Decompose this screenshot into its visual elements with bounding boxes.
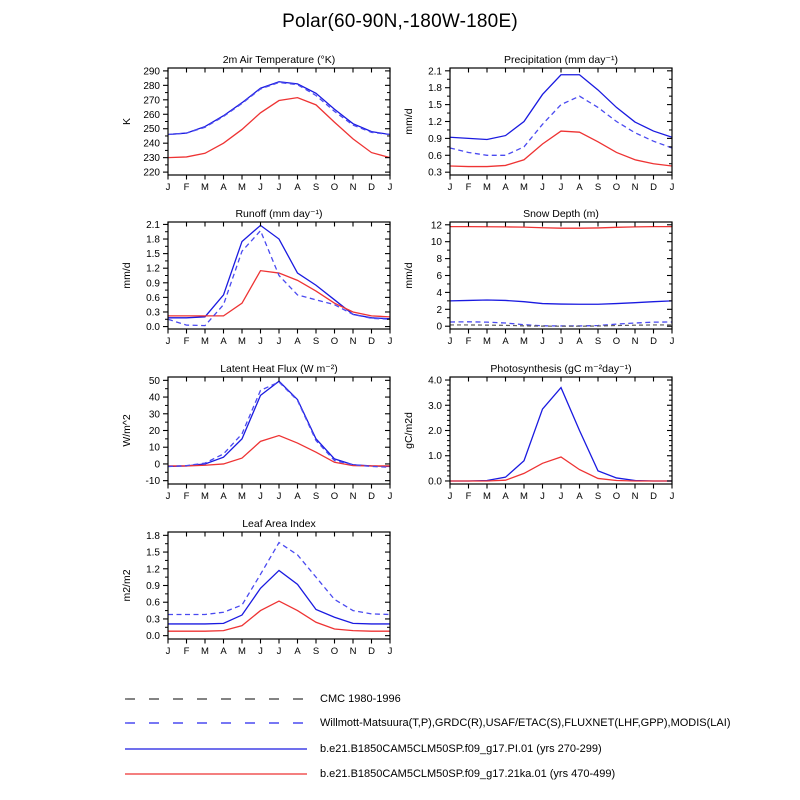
y-axis-label: mm/d bbox=[403, 108, 415, 135]
y-tick-label: 0.6 bbox=[428, 150, 442, 162]
x-tick-label: D bbox=[650, 491, 657, 502]
x-tick-label: D bbox=[368, 491, 375, 502]
series-obs-line bbox=[450, 322, 672, 326]
series-ka-line bbox=[450, 227, 672, 229]
x-tick-label: M bbox=[201, 491, 209, 502]
x-tick-label: J bbox=[447, 491, 453, 502]
x-tick-label: A bbox=[576, 336, 583, 347]
x-tick-label: M bbox=[238, 182, 246, 193]
x-tick-label: A bbox=[576, 491, 583, 502]
legend-row-observations bbox=[125, 717, 731, 729]
y-tick-label: 250 bbox=[143, 124, 160, 136]
y-axis-label: mm/d bbox=[121, 262, 133, 289]
x-tick-label: A bbox=[294, 491, 301, 502]
panel-precipitation bbox=[382, 54, 702, 206]
x-tick-label: M bbox=[483, 336, 491, 347]
series-obs-line bbox=[450, 96, 672, 155]
y-tick-label: 0.9 bbox=[146, 278, 160, 290]
x-tick-label: J bbox=[387, 182, 393, 193]
x-tick-label: M bbox=[520, 182, 528, 193]
x-tick-label: J bbox=[669, 336, 675, 347]
y-tick-label: 1.5 bbox=[428, 100, 442, 112]
panel-runoff-chart bbox=[100, 208, 420, 360]
x-tick-label: J bbox=[558, 182, 564, 193]
x-tick-label: J bbox=[258, 491, 263, 502]
x-tick-label: A bbox=[294, 646, 301, 657]
x-tick-label: J bbox=[540, 336, 545, 347]
y-tick-label: 230 bbox=[143, 153, 160, 165]
y-tick-label: 0.0 bbox=[428, 476, 442, 488]
x-tick-label: A bbox=[294, 182, 301, 193]
x-tick-label: S bbox=[594, 491, 602, 502]
x-tick-label: D bbox=[650, 336, 657, 347]
obs-dashed-line-icon bbox=[125, 718, 307, 728]
y-tick-label: 30 bbox=[148, 409, 160, 421]
x-tick-label: S bbox=[312, 491, 320, 502]
y-tick-label: 0.3 bbox=[146, 614, 160, 626]
x-tick-label: M bbox=[201, 182, 209, 193]
x-tick-label: F bbox=[183, 182, 190, 193]
y-tick-label: 0.6 bbox=[146, 597, 160, 609]
x-tick-label: J bbox=[447, 182, 453, 193]
panel-2m-air-temperature bbox=[100, 54, 420, 206]
series-obs-line bbox=[168, 231, 390, 326]
y-tick-label: 0.9 bbox=[146, 581, 160, 592]
x-tick-label: J bbox=[558, 491, 564, 502]
y-tick-label: 220 bbox=[143, 167, 160, 179]
y-tick-label: 50 bbox=[148, 375, 160, 387]
x-tick-label: J bbox=[387, 491, 393, 502]
y-axis-label: m2/m2 bbox=[121, 569, 133, 602]
y-tick-label: 1.8 bbox=[146, 234, 160, 246]
x-tick-label: A bbox=[220, 182, 227, 193]
series-pi-line bbox=[450, 75, 672, 140]
x-tick-label: F bbox=[183, 646, 190, 657]
x-tick-label: D bbox=[650, 182, 657, 193]
x-tick-label: M bbox=[238, 336, 246, 347]
x-tick-label: J bbox=[447, 336, 453, 347]
x-tick-label: O bbox=[612, 182, 621, 193]
y-tick-label: 260 bbox=[143, 109, 160, 121]
legend-row-cmc bbox=[125, 693, 401, 705]
x-tick-label: F bbox=[465, 182, 472, 193]
x-tick-label: A bbox=[502, 182, 509, 193]
panel-title: Precipitation (mm day⁻¹) bbox=[503, 54, 619, 66]
panel-runoff bbox=[100, 208, 420, 360]
x-tick-label: J bbox=[258, 336, 263, 347]
plot-frame bbox=[450, 222, 672, 329]
y-tick-label: -10 bbox=[145, 476, 160, 488]
x-tick-label: J bbox=[276, 182, 282, 193]
y-tick-label: 1.2 bbox=[146, 564, 160, 576]
y-tick-label: 2.1 bbox=[428, 66, 442, 78]
x-tick-label: M bbox=[201, 646, 209, 657]
y-tick-label: 0 bbox=[436, 321, 442, 333]
series-pi-line bbox=[168, 225, 390, 318]
legend-label-observations: Willmott-Matsuura(T,P),GRDC(R),USAF/ETAC(S),FLUXNET(LHF,GPP),MODIS(LAI) bbox=[320, 717, 731, 729]
y-tick-label: 2.1 bbox=[146, 219, 160, 231]
x-tick-label: M bbox=[201, 336, 209, 347]
x-tick-label: J bbox=[669, 182, 675, 193]
cmc-dashed-line-icon bbox=[125, 694, 307, 704]
x-tick-label: J bbox=[540, 182, 545, 193]
x-tick-label: J bbox=[258, 646, 263, 657]
x-tick-label: J bbox=[540, 491, 545, 502]
y-tick-label: 8 bbox=[436, 254, 442, 266]
x-tick-label: J bbox=[669, 491, 675, 502]
y-tick-label: 3.0 bbox=[428, 400, 442, 412]
y-tick-label: 0.0 bbox=[146, 631, 160, 643]
y-tick-label: 20 bbox=[148, 426, 160, 437]
legend-row-pi-run bbox=[125, 743, 602, 755]
x-tick-label: O bbox=[330, 182, 339, 193]
y-tick-label: 0.0 bbox=[146, 322, 160, 334]
series-pi-line bbox=[168, 570, 390, 624]
y-tick-label: 4.0 bbox=[428, 375, 442, 387]
series-ka-line bbox=[168, 601, 390, 631]
x-tick-label: S bbox=[312, 646, 320, 657]
plot-frame bbox=[168, 377, 390, 484]
x-tick-label: S bbox=[594, 336, 602, 347]
x-tick-label: D bbox=[368, 182, 375, 193]
x-tick-label: N bbox=[631, 491, 639, 502]
x-tick-label: J bbox=[276, 336, 282, 347]
panel-leaf-area-index-chart bbox=[100, 518, 420, 670]
legend-row-21ka-run bbox=[125, 768, 615, 780]
x-tick-label: J bbox=[165, 491, 171, 502]
y-tick-label: 0.9 bbox=[428, 133, 442, 145]
x-tick-label: F bbox=[183, 336, 190, 347]
x-tick-label: J bbox=[165, 336, 171, 347]
panel-title: Photosynthesis (gC m⁻²day⁻¹) bbox=[490, 363, 632, 375]
y-tick-label: 0 bbox=[154, 459, 160, 471]
panel-photosynthesis bbox=[382, 363, 702, 515]
y-axis-label: mm/d bbox=[403, 262, 415, 289]
series-obs-line bbox=[168, 543, 390, 615]
panel-photosynthesis-chart bbox=[382, 363, 702, 515]
y-axis-label: K bbox=[121, 117, 133, 126]
panel-snow-depth bbox=[382, 208, 702, 360]
series-ka-line bbox=[450, 457, 672, 481]
y-tick-label: 1.8 bbox=[428, 83, 442, 95]
y-tick-label: 280 bbox=[143, 80, 160, 92]
y-tick-label: 1.0 bbox=[428, 451, 442, 463]
x-tick-label: A bbox=[220, 491, 227, 502]
y-tick-label: 270 bbox=[143, 95, 160, 107]
panel-title: 2m Air Temperature (°K) bbox=[222, 54, 336, 66]
y-tick-label: 1.5 bbox=[146, 249, 160, 261]
x-tick-label: S bbox=[594, 182, 602, 193]
y-axis-label: gC/m2d bbox=[403, 412, 415, 449]
y-tick-label: 4 bbox=[436, 287, 442, 299]
panel-latent-heat-flux-chart bbox=[100, 363, 420, 515]
x-tick-label: N bbox=[349, 336, 357, 347]
pi-solid-line-icon bbox=[125, 744, 307, 754]
x-tick-label: A bbox=[502, 491, 509, 502]
y-tick-label: 0.3 bbox=[146, 307, 160, 319]
x-tick-label: J bbox=[258, 182, 263, 193]
x-tick-label: J bbox=[276, 646, 282, 657]
x-tick-label: J bbox=[276, 491, 282, 502]
y-tick-label: 0.3 bbox=[428, 167, 442, 179]
y-tick-label: 1.5 bbox=[146, 547, 160, 559]
x-tick-label: N bbox=[349, 491, 357, 502]
series-obs-line bbox=[168, 382, 390, 467]
panel-leaf-area-index bbox=[100, 518, 420, 670]
x-tick-label: M bbox=[238, 646, 246, 657]
y-tick-label: 10 bbox=[148, 442, 160, 454]
x-tick-label: J bbox=[387, 646, 393, 657]
plot-frame bbox=[168, 68, 390, 175]
y-tick-label: 40 bbox=[148, 392, 160, 404]
x-tick-label: M bbox=[520, 336, 528, 347]
series-ka-line bbox=[450, 131, 672, 166]
x-tick-label: J bbox=[387, 336, 393, 347]
page-title: Polar(60-90N,-180W-180E) bbox=[282, 11, 518, 32]
y-tick-label: 10 bbox=[430, 237, 442, 249]
x-tick-label: N bbox=[631, 182, 639, 193]
panel-title: Latent Heat Flux (W m⁻²) bbox=[220, 363, 338, 375]
series-pi-line bbox=[168, 381, 390, 466]
x-tick-label: M bbox=[483, 182, 491, 193]
y-tick-label: 2 bbox=[436, 304, 442, 316]
series-ka-line bbox=[168, 436, 390, 466]
panel-latent-heat-flux bbox=[100, 363, 420, 515]
x-tick-label: N bbox=[349, 182, 357, 193]
x-tick-label: F bbox=[465, 491, 472, 502]
y-axis-label: W/m^2 bbox=[121, 414, 133, 447]
y-tick-label: 1.2 bbox=[428, 117, 442, 128]
x-tick-label: A bbox=[576, 182, 583, 193]
series-ka-line bbox=[168, 271, 390, 317]
plot-frame bbox=[450, 377, 672, 484]
series-obs-line bbox=[168, 82, 390, 134]
x-tick-label: F bbox=[465, 336, 472, 347]
panel-title: Leaf Area Index bbox=[242, 518, 316, 530]
x-tick-label: O bbox=[330, 336, 339, 347]
panel-title: Runoff (mm day⁻¹) bbox=[235, 208, 323, 220]
panel-2m-air-temperature-chart bbox=[100, 54, 420, 206]
legend-label-pi-run: b.e21.B1850CAM5CLM50SP.f09_g17.PI.01 (yrs 270-299) bbox=[320, 743, 602, 755]
y-tick-label: 1.2 bbox=[146, 263, 160, 275]
legend-label-21ka-run: b.e21.B1850CAM5CLM50SP.f09_g17.21ka.01 (yrs 470-499) bbox=[320, 768, 616, 780]
x-tick-label: M bbox=[483, 491, 491, 502]
x-tick-label: N bbox=[349, 646, 357, 657]
y-tick-label: 240 bbox=[143, 138, 160, 150]
x-tick-label: O bbox=[330, 491, 339, 502]
plot-frame bbox=[450, 68, 672, 175]
panel-precipitation-chart bbox=[382, 54, 702, 206]
y-tick-label: 2.0 bbox=[428, 426, 442, 437]
x-tick-label: F bbox=[183, 491, 190, 502]
x-tick-label: A bbox=[220, 646, 227, 657]
x-tick-label: M bbox=[520, 491, 528, 502]
series-pi-line bbox=[450, 300, 672, 304]
21ka-solid-line-icon bbox=[125, 769, 307, 779]
x-tick-label: A bbox=[220, 336, 227, 347]
legend-label-cmc: CMC 1980-1996 bbox=[320, 693, 401, 705]
x-tick-label: M bbox=[238, 491, 246, 502]
x-tick-label: O bbox=[612, 336, 621, 347]
series-pi-line bbox=[450, 388, 672, 481]
x-tick-label: D bbox=[368, 646, 375, 657]
x-tick-label: J bbox=[165, 646, 171, 657]
x-tick-label: A bbox=[294, 336, 301, 347]
panel-title: Snow Depth (m) bbox=[523, 208, 599, 220]
y-tick-label: 12 bbox=[430, 220, 442, 232]
y-tick-label: 1.8 bbox=[146, 530, 160, 542]
x-tick-label: S bbox=[312, 336, 320, 347]
x-tick-label: S bbox=[312, 182, 320, 193]
panel-snow-depth-chart bbox=[382, 208, 702, 360]
x-tick-label: O bbox=[330, 646, 339, 657]
y-tick-label: 6 bbox=[436, 271, 442, 282]
x-tick-label: O bbox=[612, 491, 621, 502]
x-tick-label: J bbox=[165, 182, 171, 193]
x-tick-label: J bbox=[558, 336, 564, 347]
x-tick-label: D bbox=[368, 336, 375, 347]
x-tick-label: A bbox=[502, 336, 509, 347]
x-tick-label: N bbox=[631, 336, 639, 347]
y-tick-label: 0.6 bbox=[146, 292, 160, 304]
y-tick-label: 290 bbox=[143, 66, 160, 78]
